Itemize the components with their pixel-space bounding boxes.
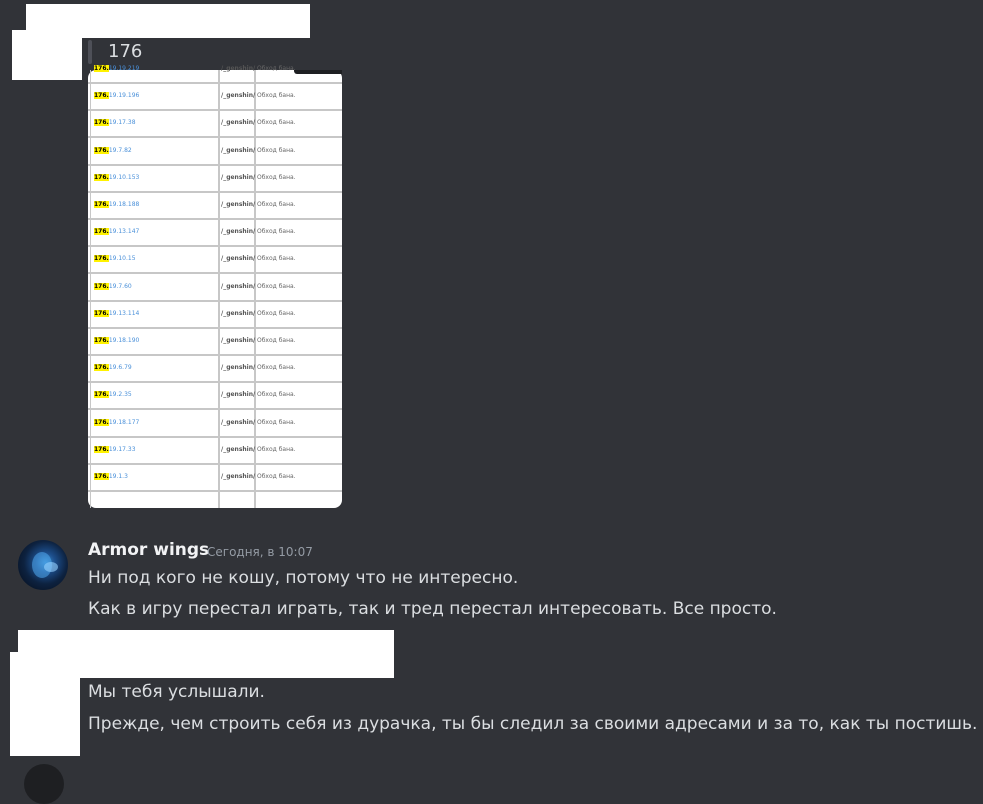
table-row — [88, 84, 342, 111]
username[interactable]: Armor wings — [88, 540, 210, 560]
avatar[interactable] — [24, 764, 64, 804]
board-path: /_genshin/ — [221, 282, 256, 290]
board-path: /_genshin/ — [221, 418, 256, 426]
ban-note: Обход бана. — [257, 445, 296, 453]
board-path: /_genshin/ — [221, 173, 256, 181]
board-path: /_genshin/ — [221, 364, 256, 372]
ban-note: Обход бана. — [257, 146, 296, 154]
table-row — [88, 139, 342, 166]
table-row — [88, 275, 342, 302]
message-text: Прежде, чем строить себя из дурачка, ты бы следил за своими адресами и за то, как ты постишь. — [88, 714, 978, 734]
ip-address: 176.19.1.3 — [94, 473, 128, 480]
board-path: /_genshin/ — [221, 146, 256, 154]
ban-note: Обход бана. — [257, 228, 296, 236]
ban-note: Обход бана. — [257, 391, 296, 399]
board-path: /_genshin/ — [221, 337, 256, 344]
table-row — [88, 220, 342, 247]
board-path: /_genshin/ — [221, 92, 256, 100]
avatar[interactable] — [18, 540, 68, 590]
table-row — [88, 329, 342, 356]
ban-note: Обход бана. — [257, 65, 296, 72]
table-row — [88, 383, 342, 410]
table-row — [88, 57, 342, 84]
ban-note: Обход бана. — [257, 418, 296, 426]
redacted-avatar — [10, 652, 80, 756]
ban-note: Обход бана. — [257, 282, 296, 290]
message-text: Ни под кого не кошу, потому что не интересно. — [88, 568, 519, 588]
message-text: Мы тебя услышали. — [88, 682, 265, 702]
board-path: /_genshin/ — [221, 201, 256, 208]
ban-note: Обход бана. — [257, 364, 296, 372]
ip-address: 176.19.13.114 — [94, 309, 140, 317]
ban-note: Обход бана. — [257, 337, 296, 344]
ip-address: 176.19.7.60 — [94, 282, 132, 290]
board-path: /_genshin/ — [221, 445, 256, 453]
quote-text: 176 — [108, 41, 143, 62]
ban-note: Обход бана. — [257, 119, 296, 127]
redacted-avatar — [12, 30, 82, 80]
table-row — [88, 411, 342, 438]
ip-address: 176.19.18.177 — [94, 418, 140, 426]
ban-note: Обход бана. — [257, 473, 296, 480]
ip-address: 176.19.18.188 — [94, 201, 140, 208]
ban-note: Обход бана. — [257, 255, 296, 263]
board-path: /_genshin/ — [221, 65, 256, 72]
message-text: Как в игру перестал играть, так и тред перестал интересовать. Все просто. — [88, 599, 777, 619]
ip-address: 176.19.17.38 — [94, 119, 136, 127]
ban-note: Обход бана. — [257, 201, 296, 208]
ip-address: 176.19.2.35 — [94, 391, 132, 399]
board-path: /_genshin/ — [221, 119, 256, 127]
table-row — [88, 193, 342, 220]
image-attachment[interactable] — [88, 65, 342, 508]
ip-address: 176.19.6.79 — [94, 364, 132, 372]
ip-address: 176.19.13.147 — [94, 228, 140, 236]
board-path: /_genshin/ — [221, 391, 256, 399]
table-row — [88, 465, 342, 492]
ban-note: Обход бана. — [257, 173, 296, 181]
board-path: /_genshin/ — [221, 255, 256, 263]
ban-note: Обход бана. — [257, 309, 296, 317]
ip-address: 176.19.17.33 — [94, 445, 136, 453]
board-path: /_genshin/ — [221, 309, 256, 317]
table-row — [88, 166, 342, 193]
table-row — [88, 302, 342, 329]
ip-address: 176.19.10.15 — [94, 255, 136, 263]
table-row — [88, 356, 342, 383]
message-timestamp[interactable]: Сегодня, в 10:07 — [207, 545, 313, 559]
ip-address: 176.19.10.153 — [94, 173, 140, 181]
board-path: /_genshin/ — [221, 473, 256, 480]
board-path: /_genshin/ — [221, 228, 256, 236]
ip-address: 176.19.19.219 — [94, 65, 140, 72]
table-row — [88, 438, 342, 465]
table-row — [88, 247, 342, 274]
table-row — [88, 111, 342, 138]
ip-address: 176.19.7.82 — [94, 146, 132, 154]
ip-address: 176.19.18.190 — [94, 337, 140, 344]
ban-note: Обход бана. — [257, 92, 296, 100]
ip-address: 176.19.19.196 — [94, 92, 140, 100]
